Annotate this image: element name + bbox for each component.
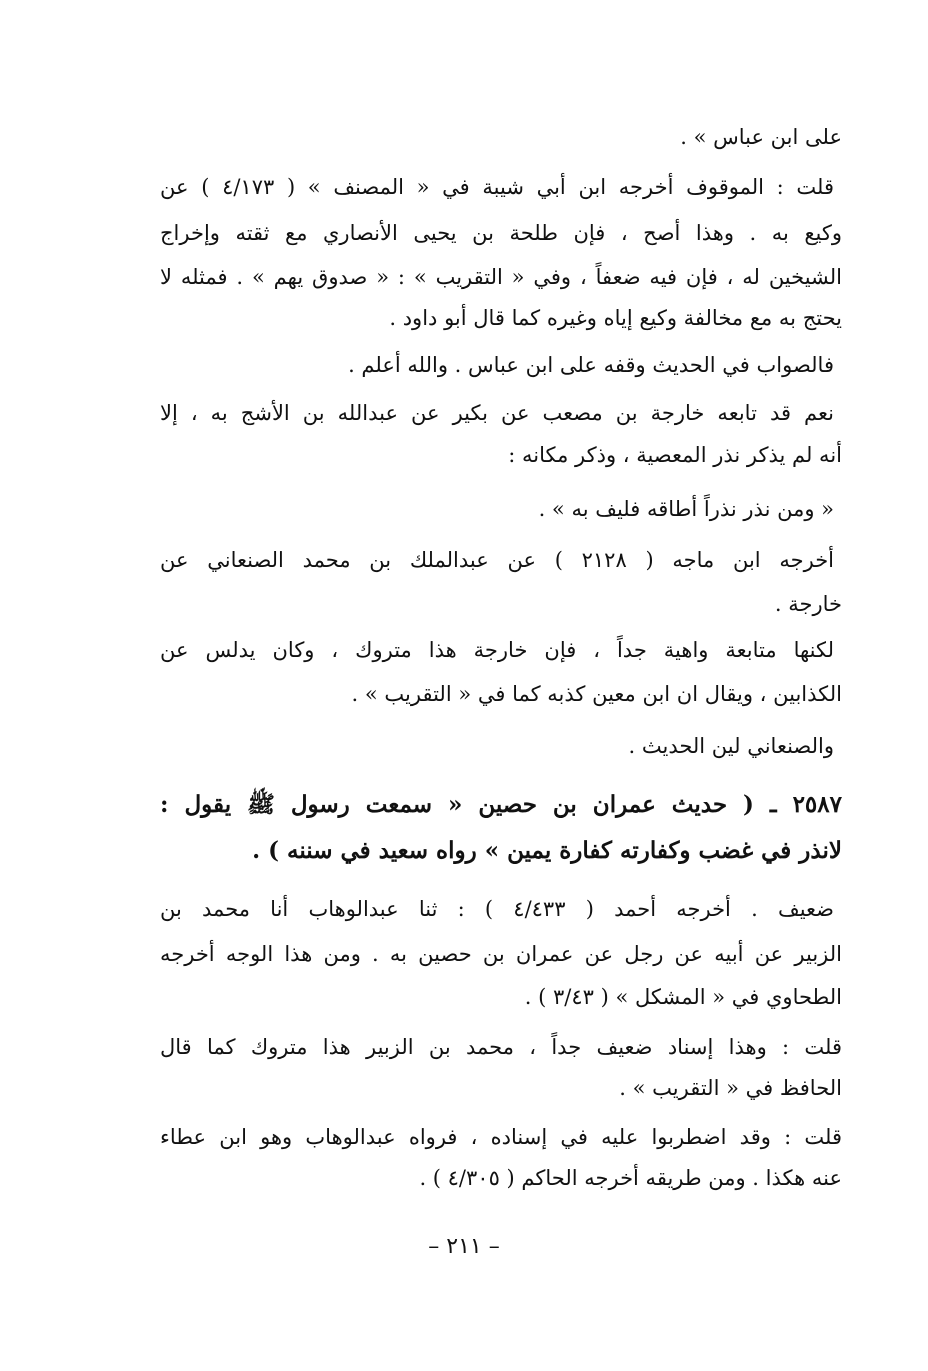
text-line: نعم قد تابعه خارجة بن مصعب عن بكير عن عبدالله بن الأشج به ، إلا <box>160 401 834 425</box>
text-line: عنه هكذا . ومن طريقه أخرجه الحاكم ( ٤/٣٠٥ ) . <box>419 1166 842 1190</box>
text-line: وكيع به . وهذا أصح ، فإن طلحة بن يحيى الأنصاري مع ثقته وإخراج <box>160 221 842 245</box>
text-line: قلت : وهذا إسناد ضعيف جداً ، محمد بن الزبير هذا متروك كما قال <box>160 1035 842 1059</box>
hadith-heading: ٢٥٨٧ ـ ( حديث عمران بن حصين « سمعت رسول ﷺ يقول : <box>160 791 842 818</box>
text-line: ضعيف . أخرجه أحمد ( ٤/٤٣٣ ) : ثنا عبدالوهاب أنا محمد بن <box>160 897 834 921</box>
text-line: يحتج به مع مخالفة وكيع إياه وغيره كما قال أبو داود . <box>389 306 842 330</box>
text-line: والصنعاني لين الحديث . <box>628 734 834 758</box>
text-line: قلت : الموقوف أخرجه ابن أبي شيبة في « المصنف » ( ٤/١٧٣ ) عن <box>160 175 835 199</box>
text-line: الشيخين له ، فإن فيه ضعفاً ، وفي « التقريب » : « صدوق يهم » . فمثله لا <box>160 265 842 289</box>
text-line: الطحاوي في « المشكل » ( ٣/٤٣ ) . <box>524 985 842 1009</box>
text-line: أخرجه ابن ماجه ( ٢١٢٨ ) عن عبدالملك بن محمد الصنعاني عن <box>160 548 835 572</box>
text-line: الكذابين ، ويقال ان ابن معين كذبه كما في « التقريب » . <box>351 682 842 706</box>
page-number: – ٢١١ – <box>428 1234 500 1259</box>
text-line: على ابن عباس » . <box>680 125 842 149</box>
text-line: « ومن نذر نذراً أطاقه فليف به » . <box>538 497 834 521</box>
text-line: خارجة . <box>774 592 842 616</box>
hadith-heading: لانذر في غضب وكفارته كفارة يمين » رواه سعيد في سننه ) . <box>252 837 842 864</box>
text-line: فالصواب في الحديث وقفه على ابن عباس . والله أعلم . <box>348 353 834 377</box>
text-line: أنه لم يذكر نذر المعصية ، وذكر مكانه : <box>508 443 842 467</box>
text-line: الحافظ في « التقريب » . <box>619 1076 842 1100</box>
text-line: لكنها متابعة واهية جداً ، فإن خارجة هذا متروك ، وكان يدلس عن <box>160 638 834 662</box>
text-line: قلت : وقد اضطربوا عليه في إسناده ، فرواه عبدالوهاب وهو ابن عطاء <box>160 1125 842 1149</box>
text-line: الزبير عن أبيه عن رجل عن عمران بن حصين به . ومن هذا الوجه أخرجه <box>160 942 842 966</box>
